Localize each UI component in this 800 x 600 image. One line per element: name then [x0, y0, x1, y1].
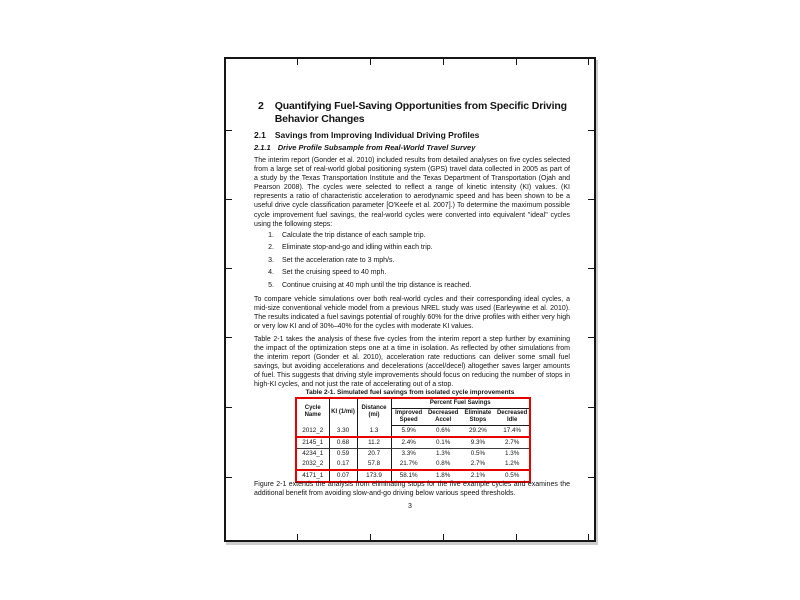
list-item: 3. Set the acceleration rate to 3 mph/s. [268, 256, 395, 264]
table-cell: 9.3% [461, 437, 496, 449]
table-cell: 4171_1 [296, 470, 329, 482]
col-header-ki: KI (1/mi) [329, 398, 357, 426]
table-cell: 0.68 [329, 437, 357, 449]
ruler-tick [588, 477, 594, 478]
table-row [296, 426, 530, 438]
table-cell: 5.9% [391, 426, 426, 438]
table-cell: 2.4% [391, 437, 426, 449]
table-cell: 0.8% [426, 459, 461, 470]
col-header-cycle-name: Cycle Name [296, 398, 329, 426]
table-cell: 2.7% [461, 459, 496, 470]
ruler-tick [588, 130, 594, 131]
ruler-tick [588, 199, 594, 200]
ruler-tick [226, 199, 232, 200]
col-header-percent-fuel-savings: Percent Fuel Savings [391, 398, 530, 409]
table-cell: 0.07 [329, 470, 357, 482]
table-cell: 57.8 [357, 459, 391, 470]
ruler-tick [443, 534, 444, 540]
table-row [296, 449, 530, 460]
ruler-tick [588, 59, 589, 65]
table-header-row-top [296, 398, 530, 409]
ruler-tick [588, 534, 589, 540]
ruler-tick [588, 337, 594, 338]
subsubsection-number: 2.1.1 [254, 143, 271, 152]
ruler-tick [226, 407, 232, 408]
table-cell: 58.1% [399, 472, 418, 479]
table-cell: 2032_2 [296, 459, 329, 470]
col-header-decreased-idle: Decreased Idle [495, 409, 530, 426]
ruler-tick [297, 534, 298, 540]
fuel-savings-table [295, 397, 531, 483]
table-cell: 3.30 [329, 426, 357, 438]
table-cell: 0.5% [504, 472, 520, 479]
table-cell: 20.7 [357, 449, 391, 460]
col-header-distance: Distance (mi) [357, 398, 391, 426]
paragraph-figure-reference: Figure 2-1 extends the analysis from eliminating stops for the five example cycles and examines the additional benefit from avoiding slow-and-go driving below various speed thresholds. [254, 481, 570, 498]
list-item: 2. Eliminate stop-and-go and idling within each trip. [268, 244, 433, 252]
ruler-tick [226, 337, 232, 338]
table-cell: 2012_2 [296, 426, 329, 438]
table-cell: 1.3% [504, 450, 520, 457]
table-cell: 17.4% [495, 426, 530, 438]
section-title: Quantifying Fuel-Saving Opportunities from Specific Driving Behavior Changes [274, 100, 567, 125]
col-header-eliminate-stops: Eliminate Stops [461, 409, 496, 426]
ideal-cycle-steps [268, 231, 568, 293]
table-cell: 1.2% [495, 459, 530, 470]
list-item: 5. Continue cruising at 40 mph until the trip distance is reached. [268, 281, 472, 289]
paragraph-table-discussion: Table 2-1 takes the analysis of these five cycles from the interim report a step further by examining the impact of the optimization steps one at a time in isolation. As reflected by other simulations from the interim report (Gonder et al. 2010), acceleration rate reductions can deliver some small fuel savings, but avoiding accelerations and decelerations (accel/decel) altogether saves larger amounts of fuel. This suggests that driving style improvements should focus on reducing the number of stops in high-KI cycles, and not just the rate of accelerating out of a stop. [254, 336, 570, 389]
ruler-tick [588, 268, 594, 269]
ruler-tick [297, 59, 298, 65]
ruler-tick [516, 534, 517, 540]
ruler-tick [588, 407, 594, 408]
section-heading [258, 100, 580, 126]
table-row [296, 459, 530, 470]
table-cell: 1.3 [357, 426, 391, 438]
report-page [224, 57, 596, 542]
table-cell: 21.7% [391, 459, 426, 470]
page-number: 3 [408, 503, 412, 510]
ruler-tick [443, 59, 444, 65]
section-number: 2 [258, 100, 264, 112]
table-cell: 3.3% [401, 450, 416, 457]
table-body [296, 426, 530, 483]
table-cell: 11.2 [357, 437, 391, 449]
ruler-tick [226, 268, 232, 269]
ruler-tick [226, 477, 232, 478]
table-cell: 1.3% [435, 450, 451, 457]
table-cell: 29.2% [461, 426, 496, 438]
table-cell: 173.9 [357, 470, 391, 482]
list-item: 1. Calculate the trip distance of each sample trip. [268, 232, 426, 239]
ruler-tick [226, 130, 232, 131]
table-cell: 0.6% [426, 426, 461, 438]
subsection-number: 2.1 [254, 130, 266, 140]
col-header-decreased-accel: Decreased Accel [426, 409, 461, 426]
table-cell: 4234_1 [296, 449, 329, 460]
subsection-heading [254, 130, 570, 140]
table-cell: 0.5% [470, 450, 486, 457]
paragraph-intro: The interim report (Gonder et al. 2010) included results from detailed analyses on five cycles selected from a large set of real-world global positioning system (GPS) travel data collected in 2005 as part of a study by the Texas Transportation Institute and the Texas Department of Transportation (Ojah and Pearson 2008). The cycles were selected to reflect a range of kinetic intensity (KI) values. (KI represents a ratio of characteristic acceleration to aerodynamic speed and has been shown to be a useful drive cycle classification parameter [O'Keefe et al. 2007].) To determine the maximum possible cycle improvement fuel savings, the real-world cycles were converted into equivalent "ideal" cycles using the following steps: [254, 157, 570, 228]
subsection-title: Savings from Improving Individual Driving Profiles [274, 130, 480, 140]
ruler-tick [370, 59, 371, 65]
table-cell: 2.7% [495, 437, 530, 449]
subsubsection-title: Drive Profile Subsample from Real-World Travel Survey [277, 143, 476, 152]
table-cell: 0.1% [426, 437, 461, 449]
paragraph-simulation-results: To compare vehicle simulations over both real-world cycles and their corresponding ideal cycles, a mid-size conventional vehicle model from a previous NREL study was used (Earleywine et al. 2010). The results indicated a fuel savings potential of roughly 60% for the drive profiles with either very high or very low KI and of 30%–40% for the cycles with moderate KI values. [254, 296, 570, 331]
ruler-tick [516, 59, 517, 65]
table-cell: 1.8% [435, 472, 451, 479]
subsubsection-heading [254, 143, 570, 152]
ruler-tick [370, 534, 371, 540]
table-cell: 0.17 [329, 459, 357, 470]
list-item: 4. Set the cruising speed to 40 mph. [268, 269, 387, 277]
table-caption: Table 2-1. Simulated fuel savings from isolated cycle improvements [305, 389, 515, 396]
col-header-improved-speed: Improved Speed [391, 409, 426, 426]
table-cell: 0.59 [329, 449, 357, 460]
table-cell: 2.1% [470, 472, 486, 479]
table-row [296, 437, 530, 449]
table-cell: 2145_1 [296, 437, 329, 449]
